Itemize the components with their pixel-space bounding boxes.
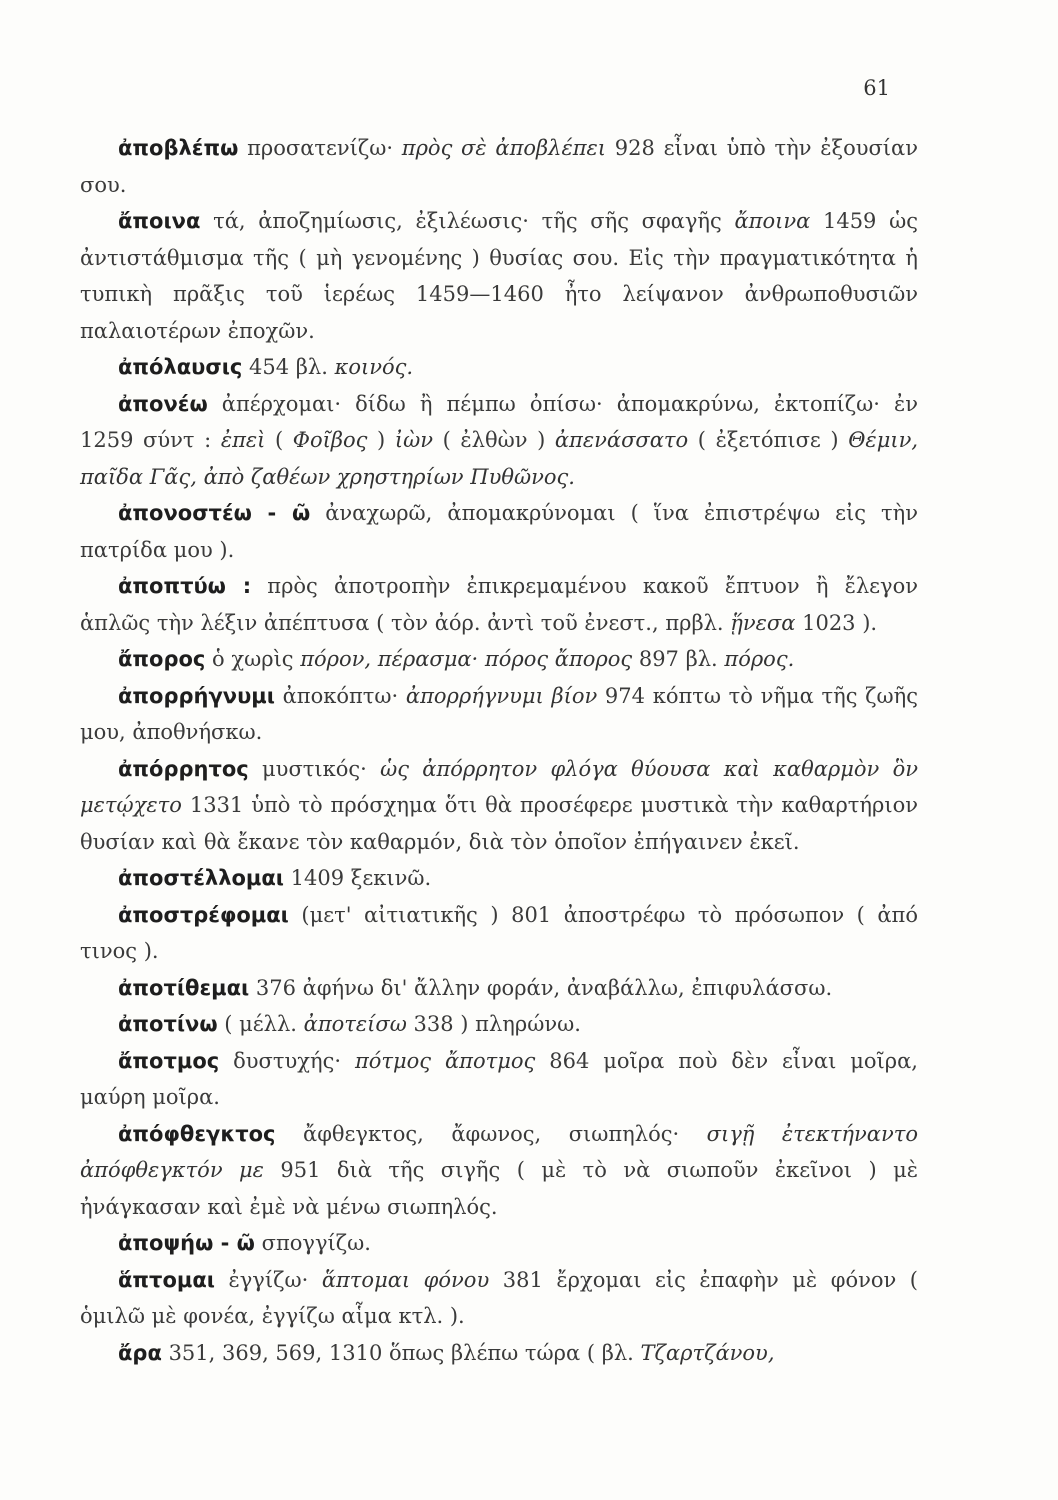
entry-headword: ἀπονέω — [118, 391, 208, 416]
entry-quotation: ἀπενάσσατο — [554, 428, 689, 452]
entry-text: πρὸς ἀποτροπὴν ἐπικρεμαμένου κακοῦ ἔπτυον ἢ ἔλεγον ἁπλῶς τὴν λέξιν ἀπέπτυσα ( τὸν ἀόρ. ἀντὶ τοῦ ἐνεστ., πρβλ. — [80, 574, 918, 635]
entry-text: ( ἐξετόπισε ) — [688, 428, 849, 452]
entry-headword: ἄποτμος — [118, 1048, 220, 1073]
entry-headword: ἀποστέλλομαι — [118, 866, 284, 890]
entry-headword: ἄπορος — [118, 647, 206, 671]
glossary-entry — [80, 1225, 918, 1262]
entry-headword: ἀποτίνω — [118, 1012, 218, 1036]
entry-headword: ἀποψήω - ῶ — [118, 1231, 255, 1255]
entry-text: ) — [367, 428, 395, 452]
glossary-entry — [80, 495, 918, 568]
glossary-entry — [80, 1116, 918, 1226]
entry-quotation: ἀπορρήγνυμι βίον — [405, 683, 598, 708]
glossary-entry — [80, 568, 918, 641]
glossary-entry — [80, 130, 918, 203]
entry-quotation: ἰὼν — [394, 428, 433, 452]
glossary-entries — [80, 130, 918, 1371]
entry-text: 381 ἔρχομαι εἰς ἐπαφὴν μὲ φόνον ( ὁμιλῶ μὲ φονέα, ἐγγίζω αἷμα κτλ. ). — [80, 1267, 918, 1328]
entry-text: ὁ χωρὶς — [205, 647, 301, 671]
entry-text: 1409 ξεκινῶ. — [283, 866, 432, 890]
entry-headword: ἀπόλαυσις — [118, 355, 243, 379]
entry-headword: ἀποβλέπω — [118, 136, 239, 160]
page-number: 61 — [863, 76, 890, 100]
entry-text: 928 εἶναι ὑπὸ τὴν ἐξουσίαν σου. — [80, 136, 918, 197]
entry-headword: ἀπόφθεγκτος — [118, 1121, 276, 1146]
entry-quotation: ἐπεὶ — [220, 428, 266, 452]
glossary-entry — [80, 386, 918, 496]
glossary-entry — [80, 203, 918, 349]
entry-text: προσατενίζω· — [238, 136, 402, 160]
glossary-entry — [80, 1006, 918, 1043]
entry-quotation: ὡς ἀπόρρητον φλόγα θύουσα καὶ καθαρμὸν ὃν μετῴχετο — [80, 756, 918, 817]
entry-headword: ἀποστρέφομαι — [118, 902, 289, 927]
entry-text: 897 βλ. — [632, 647, 725, 671]
entry-text: (μετ' αἰτιατικῆς ) 801 ἀποστρέφω τὸ πρόσωπον ( ἀπό τινος ). — [80, 902, 918, 963]
entry-quotation: ἅπτομαι φόνου — [321, 1267, 490, 1292]
entry-text: μυστικός· — [248, 756, 381, 781]
entry-text: 376 ἀφήνω δι' ἄλλην φοράν, ἀναβάλλω, ἐπιφυλάσσω. — [249, 975, 833, 1000]
entry-text: 864 μοῖρα ποὺ δὲν εἶναι μοῖρα, μαύρη μοῖρα. — [80, 1048, 918, 1109]
entry-text: 1459 ὡς ἀντιστάθμισμα τῆς ( μὴ γενομένης ) θυσίας σου. Εἰς τὴν πραγματικότητα ἡ τυπικὴ πρᾶξις τοῦ ἱερέως 1459—1460 ἦτο λείψανον ἀνθρωποθυσιῶν παλαιοτέρων ἐποχῶν. — [80, 209, 918, 343]
entry-quotation: Τζαρτζάνου, — [640, 1340, 775, 1365]
glossary-entry — [80, 678, 918, 751]
entry-quotation: ᾕνεσα — [730, 610, 796, 635]
glossary-entry — [80, 641, 918, 678]
entry-text: ( ἐλθὼν ) — [432, 428, 555, 452]
entry-text: δυστυχής· — [219, 1048, 355, 1073]
entry-text: ( μέλλ. — [217, 1012, 304, 1036]
entry-text: 974 κόπτω τὸ νῆμα τῆς ζωῆς μου, ἀποθνήσκω. — [80, 683, 918, 744]
entry-headword: ἄρα — [118, 1340, 162, 1365]
glossary-entry — [80, 1043, 918, 1116]
entry-text: ( — [265, 428, 293, 452]
entry-text: 1023 ). — [795, 610, 878, 635]
entry-quotation: ἀποτείσω — [303, 1012, 407, 1036]
glossary-entry — [80, 349, 918, 386]
entry-quotation: Θέμιν, παῖδα Γᾶς, ἀπὸ ζαθέων χρηστηρίων Πυθῶνος. — [80, 428, 919, 489]
entry-quotation: Φοῖβος — [292, 428, 368, 452]
entry-quotation: ἄποινα — [734, 209, 811, 233]
entry-text: τά, ἀποζημίωσις, ἐξιλέωσις· τῆς σῆς σφαγῆς — [200, 209, 735, 233]
entry-headword: ἀποπτύω : — [118, 574, 252, 598]
entry-text: 951 διὰ τῆς σιγῆς ( μὲ τὸ νὰ σιωποῦν ἐκεῖνοι ) μὲ ἠνάγκασαν καὶ ἐμὲ νὰ μένω σιωπηλός. — [80, 1158, 918, 1219]
glossary-entry — [80, 860, 918, 897]
entry-text: σπογγίζω. — [254, 1231, 371, 1255]
entry-quotation: σιγῇ ἐτεκτήναντο ἀπόφθεγκτόν με — [80, 1121, 918, 1182]
entry-quotation: πόρον, πέρασμα· πόρος ἄπορος — [300, 647, 633, 671]
glossary-entry — [80, 1335, 918, 1372]
entry-quotation: πότμος ἄποτμος — [354, 1048, 536, 1073]
entry-quotation: κοινός. — [334, 355, 414, 379]
entry-headword: ἀπορρήγνυμι — [118, 683, 275, 708]
entry-text: 1331 ὑπὸ τὸ πρόσχημα ὅτι θὰ προσέφερε μυστικὰ τὴν καθαρτήριον θυσίαν καὶ θὰ ἔκανε τὸν καθαρμόν, διὰ τὸν ὁποῖον ἐπήγαινεν ἐκεῖ. — [80, 793, 918, 854]
entry-text: ἀποκόπτω· — [274, 683, 406, 708]
glossary-entry — [80, 1262, 918, 1335]
entry-quotation: πόρος. — [724, 647, 795, 671]
glossary-entry — [80, 897, 918, 970]
entry-text: ἐγγίζω· — [214, 1267, 322, 1292]
entry-headword: ἀποτίθεμαι — [118, 975, 250, 1000]
entry-headword: ἅπτομαι — [118, 1267, 215, 1292]
glossary-entry — [80, 970, 918, 1007]
entry-text: 338 ) πληρώνω. — [406, 1012, 581, 1036]
entry-text: ἄφθεγκτος, ἄφωνος, σιωπηλός· — [275, 1121, 707, 1146]
glossary-entry — [80, 751, 918, 861]
entry-headword: ἀπόρρητος — [118, 756, 249, 781]
entry-headword: ἄποινα — [118, 209, 201, 233]
entry-headword: ἀπονοστέω - ῶ — [118, 501, 311, 525]
entry-quotation: πρὸς σὲ ἀποβλέπει — [401, 136, 607, 160]
entry-text: ἀπέρχομαι· δίδω ἢ πέμπω ὀπίσω· ἀπομακρύνω, ἐκτοπίζω· ἐν 1259 σύντ : — [80, 391, 918, 452]
entry-text: 351, 369, 569, 1310 ὅπως βλέπω τώρα ( βλ. — [161, 1340, 641, 1365]
entry-text: 454 βλ. — [242, 355, 335, 379]
entry-text: ἀναχωρῶ, ἀπομακρύνομαι ( ἵνα ἐπιστρέψω εἰς τὴν πατρίδα μου ). — [80, 501, 918, 562]
